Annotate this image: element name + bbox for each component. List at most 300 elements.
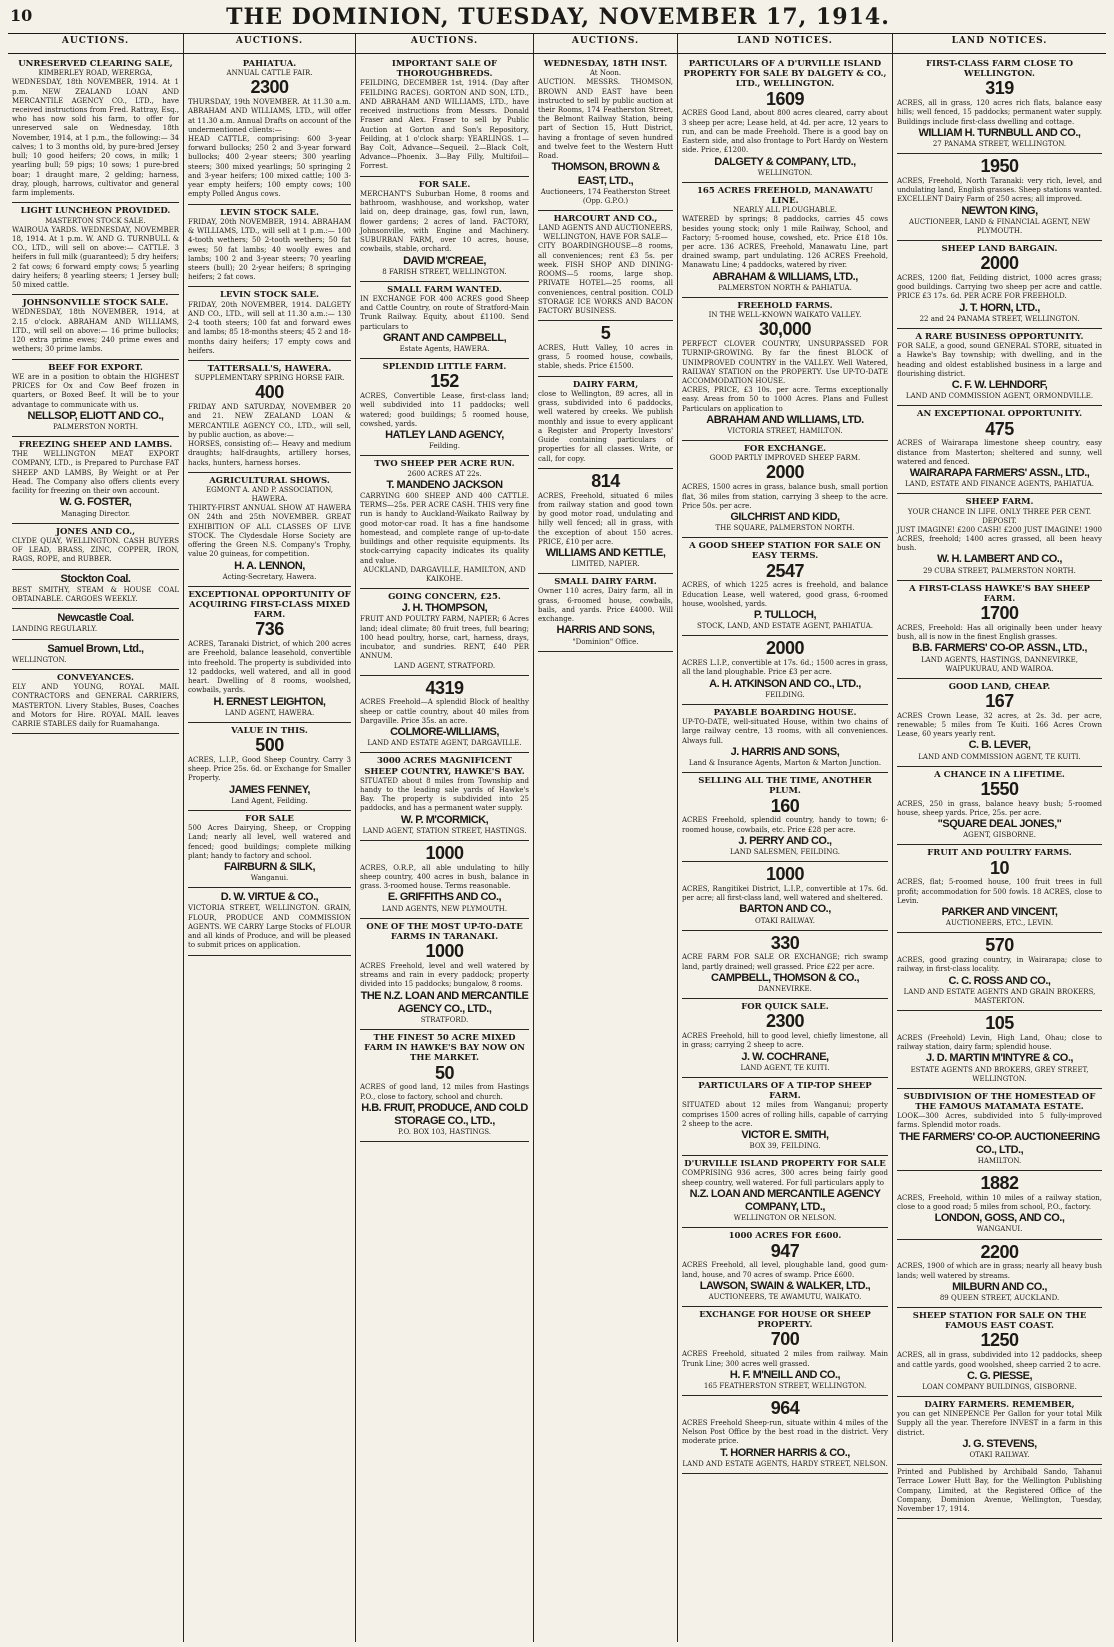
ad-body-text: ACRES, Freehold: Has all originally been under heavy bush, all is now in the finest English grasses. [897, 623, 1102, 642]
ad-display-line: D. W. VIRTUE & CO., [220, 891, 319, 904]
advertisement [12, 640, 179, 670]
ad-heading: PAHIATUA. [242, 59, 297, 69]
ad-body-text: ACRES, all in grass, 120 acres rich flats, balance easy hills; well fenced, 15 paddocks; permanent water supply. Buildings include first-class dwelling and cottage. [897, 99, 1102, 126]
advertiser-name: DALGETY & COMPANY, LTD., [714, 155, 856, 168]
advertiser-address: THE SQUARE, PALMERSTON NORTH. [715, 524, 855, 533]
ad-display-line: 105 [985, 1013, 1014, 1034]
ad-subheading: MASTERTON STOCK SALE. [45, 216, 146, 225]
advertiser-address: AUCTIONEER, LAND & FINANCIAL AGENT, NEW PLYMOUTH. [908, 217, 1091, 235]
advertiser-name: H. A. LENNON, [234, 559, 305, 572]
masthead [10, 4, 1106, 32]
ad-heading: AN EXCEPTIONAL OPPORTUNITY. [916, 409, 1083, 420]
ad-heading: SPLENDID LITTLE FARM. [382, 362, 507, 373]
advertiser-address: STRATFORD. [420, 1016, 469, 1025]
ad-heading: SHEEP STATION FOR SALE ON THE FAMOUS EAST COAST. [912, 1311, 1087, 1332]
advertiser-address: 165 FEATHERSTON STREET, WELLINGTON. [703, 1381, 867, 1390]
ad-heading: D'URVILLE ISLAND PROPERTY FOR SALE [684, 1159, 886, 1170]
advertisement [897, 406, 1102, 494]
ad-display-line: 152 [430, 371, 459, 392]
advertisement [538, 574, 673, 651]
advertiser-address: WELLINGTON OR NELSON. [733, 1214, 837, 1223]
ad-body-text: ACRES, flat; 5-roomed house, 100 fruit trees in full profit; accommodation for 500 fowls. 18 ACRES, close to Levin. [897, 878, 1102, 905]
ad-body-text: FEILDING, DECEMBER 1st, 1914. (Day after FEILDING RACES). GORTON AND SON, LTD., AND ABRAHAM AND WILLIAMS, LTD., have received instructions from Messrs. Donald Fraser and Alex. Fraser to sell by Public Auction at Gorton and Son's Repository, Feilding, at 1 o'clock sharp: YEARLINGS. 1—Bay Colt, Advance—Sequeil. 2—Black Colt, Advance—Phoenix. 3—Bay Filly, Multifoil—Forrest. [360, 79, 529, 171]
advertisement [360, 1030, 529, 1142]
ad-heading: SUBDIVISION OF THE HOMESTEAD OF THE FAMOUS MATAMATA ESTATE. [903, 1091, 1096, 1112]
advertiser-address: Auctioneers, 174 Featherston Street (Opp. G.P.O.) [540, 187, 671, 205]
ad-body-text: WEDNESDAY, 18th NOVEMBER, 1914, at 2.15 o'clock. ABRAHAM AND WILLIAMS, LTD., will sell on above:— 16 prime bullocks; 120 extra prime ewes; 240 prime ewes and wethers; 30 prime lambs. [12, 308, 179, 354]
advertisement [897, 56, 1102, 154]
ad-heading: TATTERSALL'S, HAWERA. [207, 364, 332, 375]
advertiser-name: BARTON AND CO., [739, 903, 831, 916]
ad-body-text: AUCTION. MESSRS. THOMSON, BROWN AND EAST have been instructed to sell by public auction at their Rooms, 174 Featherston Street, the Belmont Railway Station, being part of Section 15, Hutt District, having a frontage of seven hundred and twelve feet to the Western Hutt Road. [538, 78, 673, 161]
advertiser-name: J. T. HORN, LTD., [959, 301, 1040, 314]
column-auctions-3 [356, 56, 533, 1642]
advertisement [897, 329, 1102, 406]
ad-body-text: CITY BOARDINGHOUSE—8 rooms, all conveniences; rent £3 5s. per week. FISH SHOP AND DINING-ROOMS—5 rooms, large shop. PRIVATE HOTEL—25 rooms, all conveniences, central position. COLD STORAGE ICE WORKS AND BACON FACTORY BUSINESS. [538, 242, 673, 315]
ad-body-text: ACRES, Rangitikei District, L.I.P., convertible at 17s. 6d. per acre; all first-class land, well watered and sheltered. [682, 884, 888, 903]
ad-heading: FOR EXCHANGE. [743, 444, 827, 455]
ad-body-text: WELLINGTON. [12, 655, 67, 664]
advertiser-address: Acting-Secretary, Hawera. [222, 572, 317, 581]
ad-display-line: T. MANDENO JACKSON [386, 478, 503, 491]
ad-body-text: ACRES Good Land, about 800 acres cleared, carry about 3 sheep per acre; Lease held, at 4d. per acre, 12 years to run, and can be made Freehold. There is a good bay on Eastern side, and also frontage to Port Hardy on Western side. Price, £1200. [682, 109, 888, 155]
ad-body-text: close to Wellington, 89 acres, all in grass, subdivided into 6 paddocks, well watered by creeks. We publish monthly and issue to every applicant a Register and Property Investors' Guide containing particulars of properties for all classes. Write, or call, for copy. [538, 389, 673, 463]
ad-display-line: 570 [985, 935, 1014, 956]
ad-subheading: 2600 ACRES AT 22s. [407, 469, 482, 478]
ad-subheading: EGMONT A. AND P. ASSOCIATION, HAWERA. [205, 485, 334, 504]
ad-display-line: 1950 [980, 156, 1019, 177]
advertisement [897, 581, 1102, 679]
ad-display-line: 2000 [765, 638, 805, 659]
advertiser-address: DANNEVIRKE. [758, 985, 812, 994]
advertisement [897, 154, 1102, 241]
advertiser-address: LAND, ESTATE AND FINANCE AGENTS, PAHIATUA. [905, 480, 1094, 489]
ad-body-text: CARRYING 600 SHEEP AND 400 CATTLE. TERMS—25s. PER ACRE CASH. THIS very fine run is handy to Auckland-Waikato Railway by good motor-car road. It has a fine handsome homestead, and complete range of up-to-date buildings and other requisite equipments. Its stock-carrying capacity indicates its quality and value. [360, 491, 529, 565]
advertiser-name: C. F. W. LEHNDORF, [951, 379, 1048, 392]
advertisement [188, 811, 351, 888]
ad-body-text: IN EXCHANGE FOR 400 ACRES good Sheep and Cattle Country, on route of Stratford-Main Trunk Railway. Equity, about £1100. Send particulars to [360, 295, 529, 331]
ad-display-line: 1882 [980, 1173, 1019, 1194]
ad-display-line: 2547 [765, 560, 805, 581]
advertiser-name: HARRIS AND SONS, [556, 624, 655, 637]
ad-body-text: BEST SMITHY, STEAM & HOUSE COAL OBTAINABLE. CARGOES WEEKLY. [12, 585, 179, 603]
ad-heading: LEVIN STOCK SALE. [220, 207, 319, 218]
column-header: LAND NOTICES. [737, 36, 833, 46]
ad-body-text: ACRES (Freehold) Levin, High Land, Ohau; close to railway station, dairy farm; splendid house. [897, 1033, 1102, 1052]
ad-subheading: YOUR CHANCE IN LIFE. ONLY THREE PER CENT. DEPOSIT. [907, 507, 1092, 525]
advertiser-address: LAND SALESMEN, FEILDING. [730, 847, 840, 856]
advertiser-address: LIMITED, NAPIER. [571, 560, 640, 569]
advertiser-name: J. W. COCHRANE, [741, 1050, 829, 1063]
advertiser-address: 89 QUEEN STREET, AUCKLAND. [939, 1294, 1060, 1303]
ad-body-text: WAIROUA YARDS. WEDNESDAY, NOVEMBER 18, 1914. At 1 p.m. W. AND G. TURNBULL & CO., LTD., will sell on above:— CATTLE. 3 heifers in full milk (guaranteed); 5 dry heifers; 2 fat cows; 6 forward empty cows; 5 yearling dairy heifers; 8 yearling steers; 1 Jersey bull; 50 mixed cattle. [12, 225, 179, 290]
ad-heading: A FIRST-CLASS HAWKE'S BAY SHEEP FARM. [909, 583, 1090, 604]
advertisement [682, 1228, 888, 1307]
ad-body-text: ACRES Freehold, situated 2 miles from railway. Main Trunk Line; 300 acres well grassed. [682, 1350, 888, 1368]
advertisement [682, 1396, 888, 1474]
advertiser-address: WANGANUI. [976, 1225, 1023, 1234]
advertisement [188, 723, 351, 811]
ad-body-text: ACRES Freehold, all level, ploughable land, good gum-land, house, and 70 acres of swamp. Price £600. [682, 1261, 888, 1279]
advertisement [897, 1397, 1102, 1465]
ad-heading: DAIRY FARM, [572, 379, 639, 390]
advertiser-name: NELLSOP, ELIOTT AND CO., [27, 409, 164, 422]
advertisement [12, 203, 179, 295]
advertiser-name: GILCHRIST AND KIDD, [730, 510, 840, 523]
ad-body-text: FRUIT AND POULTRY FARM, NAPIER; 6 Acres land; ideal climate; 80 fruit trees, full bearing; 100 head poultry, horse, cart, harness, drays, incubator, and sundries. RENT, £40 PER ANNUM. [360, 615, 529, 661]
advertisement [682, 538, 888, 636]
ad-heading: CONVEYANCES. [57, 673, 134, 684]
advertiser-address: OTAKI RAILWAY. [969, 1451, 1030, 1460]
ad-body-text: WE are in a position to obtain the HIGHEST PRICES for Ox and Cow Beef frozen in quarters, or Boxed Beef. It will be to your advantage to communicate with us. [12, 372, 179, 409]
ad-heading: SELLING ALL THE TIME, ANOTHER PLUM. [698, 776, 872, 797]
advertisement [12, 609, 179, 639]
advertisement [682, 931, 888, 1000]
advertiser-address: AUCTIONEERS, ETC., LEVIN. [945, 919, 1054, 928]
ad-heading: GOOD LAND, CHEAP. [948, 681, 1051, 692]
ad-body-text: ACRES, PRICE, £3 10s. per acre. Terms exceptionally easy. Areas from 50 to 1000 Acres. Plans and Fullest Particulars on application to [682, 386, 888, 413]
ad-display-line: 1250 [980, 1330, 1019, 1351]
advertisement [682, 1156, 888, 1228]
ad-body-text: ACRES, 250 in grass, balance heavy bush; 5-roomed house, sheep yards. Price, 25s. per acre. [897, 799, 1102, 817]
advertisement [897, 494, 1102, 580]
ad-display-line: 2000 [980, 253, 1019, 274]
advertiser-name: N.Z. LOAN AND MERCANTILE AGENCY COMPANY, LTD., [689, 1187, 881, 1214]
ad-heading: HARCOURT AND CO., [553, 213, 658, 224]
ad-body-text: Owner 110 acres, Dairy farm, all in grass, 6-roomed house, cowbails, bails, and yards. Price £4000. Will exchange. [538, 587, 673, 624]
ad-body-text: THIRTY-FIRST ANNUAL SHOW AT HAWERA ON 24th and 25th NOVEMBER. GREAT EXHIBITION OF ALL CLASSES OF LIVE STOCK. The Clydesdale Horse Society are offering the Green N.S. Company's Trophy, value 20 guineas, for competition. [188, 504, 351, 559]
ad-heading: PAYABLE BOARDING HOUSE. [713, 707, 857, 718]
ad-display-line: 1609 [765, 88, 805, 109]
ad-heading: 3000 ACRES MAGNIFICENT SHEEP COUNTRY, HAWKE'S BAY. [364, 756, 525, 777]
column-land-notices-1 [678, 56, 892, 1642]
ad-display-line: 475 [985, 418, 1014, 439]
advertiser-name: WAIRARAPA FARMERS' ASSN., LTD., [909, 467, 1090, 480]
ad-heading: A RARE BUSINESS OPPORTUNITY. [915, 332, 1084, 342]
ad-subheading: ANNUAL CATTLE FAIR. [226, 69, 313, 78]
ad-body-text: ACRES, Hutt Valley, 10 acres in grass, 5 roomed house, cowbails, stable, sheds. Price £1500. [538, 344, 673, 371]
advertisement [360, 177, 529, 282]
page-number: 10 [10, 6, 33, 25]
advertiser-name: E. GRIFFITHS AND CO., [387, 891, 502, 904]
advertiser-name: H. ERNEST LEIGHTON, [213, 695, 326, 708]
advertiser-address: LAND AGENTS, NEW PLYMOUTH. [381, 904, 508, 913]
advertisement [897, 679, 1102, 767]
advertisement [12, 670, 179, 734]
advertisement [897, 767, 1102, 846]
advertiser-name: HATLEY LAND AGENCY, [385, 429, 504, 442]
ad-body-text: ACRES Freehold, splendid country, handy to town; 6-roomed house, cowbails, etc. Price £28 per acre. [682, 816, 888, 834]
advertiser-name: DAVID M'CREAE, [403, 254, 486, 267]
column-land-notices-2 [893, 56, 1106, 1642]
column-auctions-2 [184, 56, 355, 1642]
ad-heading: FIRST-CLASS FARM CLOSE TO WELLINGTON. [925, 59, 1074, 80]
advertiser-address: P.O. BOX 103, HASTINGS. [397, 1128, 492, 1137]
advertiser-address: Land Agent, Feilding. [231, 796, 308, 805]
advertisement [360, 359, 529, 456]
ad-body-text: SITUATED about 12 miles from Wanganui; property comprises 1500 acres of rolling hills, capable of carrying 2 sheep to the acre. [682, 1101, 888, 1128]
ad-heading: GOING CONCERN, £25. [388, 591, 501, 602]
advertiser-name: H. F. M'NEILL AND CO., [729, 1368, 841, 1381]
advertiser-name: NEWTON KING, [961, 204, 1038, 217]
ad-body-text: ACRES, L.I.P., Good Sheep Country. Carry 3 sheep. Price 25s. 6d. or Exchange for Smaller Property. [188, 755, 351, 783]
advertiser-name: W. H. LAMBERT AND CO., [937, 553, 1062, 566]
ad-heading: SHEEP LAND BARGAIN. [941, 244, 1058, 255]
ad-heading: FOR SALE. [418, 179, 471, 190]
ad-body-text: SITUATED about 8 miles from Township and handy to the leading sale yards of Hawke's Bay. The property is subdivided into 25 paddocks, and has a permanent water supply. [360, 776, 529, 813]
ad-display-line: Newcastle Coal. [57, 612, 134, 625]
ad-body-text: FRIDAY AND SATURDAY, NOVEMBER 20 and 21. NEW ZEALAND LOAN & MERCANTILE AGENCY CO., LTD., will sell, by public auction, as above:— [188, 403, 351, 439]
advertisement [12, 524, 179, 570]
ad-body-text: ACRES, all in grass, subdivided into 12 paddocks, sheep and cattle yards, good woolshed, sheep carried 2 to acre. [897, 1351, 1102, 1369]
advertisement [538, 321, 673, 377]
ad-body-text: MERCHANT'S Suburban Home, 8 rooms and bathroom, washhouse, and workshop, water laid on, deep drainage, gas, fowl run, lawn, flower gardens; 2 acres of land. FACTORY, Johnsonville, with Engine and Machinery. SUBURBAN FARM, over 10 acres, house, cowbails, stable, orchard. [360, 189, 529, 254]
ad-display-line: J. H. THOMPSON, [401, 602, 488, 615]
advertisement [360, 676, 529, 754]
advertiser-address: WELLINGTON. [757, 168, 813, 177]
advertisement [188, 205, 351, 288]
advertiser-address: 27 PANAMA STREET, WELLINGTON. [932, 140, 1067, 149]
advertiser-address: 22 and 24 PANAMA STREET, WELLINGTON. [919, 314, 1080, 323]
advertisement [897, 1171, 1102, 1240]
advertisement [897, 933, 1102, 1011]
advertisement [360, 282, 529, 359]
advertiser-name: H.B. FRUIT, PRODUCE, AND COLD STORAGE CO., LTD., [361, 1101, 528, 1128]
ad-body-text: WEDNESDAY, 18th NOVEMBER, 1914. At 1 p.m. NEW ZEALAND LOAN AND MERCANTILE AGENCY CO., LTD., have received instructions from Fred. Rattray, Esq., who has now sold his farm, to offer for unreserved sale on Wednesday, 18th November, 1914, at 1 p.m., the following:— 34 calves; 1 to 3 months old, by pure-bred Jersey bull; 10 good heifers; 20 cows, in milk; 1 yearling bull; 59 pigs; 10 sows; 1 pure-bred boar; 1 draught mare, 2 gelding; harness, dray, plough, harrows, cultivator and general farm implements. [12, 78, 179, 198]
advertiser-address: LAND AND ESTATE AGENTS, HARDY STREET, NELSON. [682, 1459, 888, 1468]
ad-display-line: 1550 [980, 778, 1019, 799]
advertiser-name: P. TULLOCH, [753, 609, 817, 622]
advertiser-address: Land & Insurance Agents, Marton & Marton Junction. [688, 759, 882, 768]
ad-display-line: 2000 [765, 462, 805, 483]
advertiser-address: LAND AND COMMISSION AGENT, TE KUITI. [918, 752, 1081, 761]
ad-display-line: 2200 [980, 1241, 1019, 1262]
ad-display-line: 700 [770, 1329, 800, 1350]
ad-heading: JOHNSONVILLE STOCK SALE. [22, 298, 169, 309]
advertiser-name: GRANT AND CAMPBELL, [382, 331, 507, 344]
advertiser-name: "SQUARE DEAL JONES," [937, 818, 1062, 831]
advertiser-address: Estate Agents, HAWERA. [399, 345, 490, 354]
column-header: LAND NOTICES. [951, 36, 1048, 46]
advertiser-name: J. HARRIS AND SONS, [730, 745, 840, 758]
ad-body-text: ACRES, 1200 flat, Feilding district, 1000 acres grass; good buildings. Carrying two sheep per acre and cattle. PRICE £3 17s. 6d. PER ACRE FOR FREEHOLD. [897, 274, 1102, 301]
ad-heading: A CHANCE IN A LIFETIME. [934, 769, 1065, 780]
ad-body-text: you can get NINEPENCE Per Gallon for your total Milk Supply all the year. Therefore INVEST in a farm in this district. [897, 1410, 1102, 1437]
ad-display-line: 400 [255, 382, 284, 403]
advertiser-address: LOAN COMPANY BUILDINGS, GISBORNE. [922, 1382, 1077, 1391]
ad-heading: FOR QUICK SALE. [741, 1002, 829, 1013]
ad-body-text: ACRE FARM FOR SALE OR EXCHANGE; rich swamp land, partly drained; well grassed. Price £22 per acre. [682, 953, 888, 971]
advertisement [188, 287, 351, 361]
advertiser-address: VICTORIA STREET, HAMILTON. [727, 427, 843, 436]
advertisement [12, 360, 179, 437]
ad-subheading: SUPPLEMENTARY SPRING HORSE FAIR. [194, 374, 345, 383]
advertiser-address: ESTATE AGENTS AND BROKERS, GREY STREET, WELLINGTON. [910, 1065, 1089, 1083]
advertisement [12, 295, 179, 359]
advertisement [12, 570, 179, 610]
advertisement [897, 1240, 1102, 1309]
advertiser-name: CAMPBELL, THOMSON & CO., [710, 971, 860, 984]
advertisement [538, 377, 673, 469]
ad-body-text: FRIDAY, 20th NOVEMBER, 1914. ABRAHAM & WILLIAMS, LTD., will sell at 1 p.m.:— 100 4-tooth wethers; 50 2-tooth wethers; 50 fat ewes; 50 fat lambs; 40 woolly ewes and lambs; 100 2 and 3-year steers; 70 yearling steers (bull); 20 2-year heifers; 8 springing heifers; 2 fat cows. [188, 217, 351, 282]
advertisement [188, 888, 351, 955]
ad-body-text: ACRES Crown Lease, 32 acres, at 2s. 3d. per acre, renewable; 5 miles from Te Kuiti. 166 Acres Crown Lease, 60 years yearly rent. [897, 711, 1102, 739]
advertisement [360, 589, 529, 676]
ad-heading: PARTICULARS OF A TIP-TOP SHEEP FARM. [698, 1080, 872, 1102]
advertiser-address: LAND AGENT, TE KUITI. [740, 1063, 830, 1072]
advertiser-address: AGENT, GISBORNE. [963, 831, 1036, 840]
advertiser-address: STOCK, LAND, AND ESTATE AGENT, PAHIATUA. [696, 622, 874, 631]
ad-body-text: VICTORIA STREET, WELLINGTON. GRAIN, FLOUR, PRODUCE AND COMMISSION AGENTS. WE CARRY Large Stocks of FLOUR and all kinds of Produce, and will be pleased to submit prices on application. [188, 904, 351, 950]
ad-heading: THE FINEST 50 ACRE MIXED FARM IN HAWKE'S BAY NOW ON THE MARKET. [364, 1033, 525, 1064]
ad-subheading: KIMBERLEY ROAD, WERERGA, [38, 69, 153, 78]
advertisement [188, 56, 351, 205]
advertisement [12, 437, 179, 524]
advertisement [538, 211, 673, 321]
advertiser-address: 8 FARISH STREET, WELLINGTON. [382, 267, 507, 276]
ad-display-line: 1000 [425, 842, 464, 863]
ad-heading: UNRESERVED CLEARING SALE, [18, 59, 173, 69]
ad-display-line: 814 [591, 470, 620, 491]
ad-body-text: HEAD CATTLE, comprising: 600 3-year forward bullocks; 250 2 and 3-year forward bullocks; 400 2-year steers; 300 yearling steers; 300 mixed yearlings; 50 springing 2 and 3-year heifers; 100 mixed cattle; 100 3-year empty heifers; 100 empty cows; 100 empty Polled Angus cows. [188, 135, 351, 199]
masthead-rule [8, 33, 1106, 34]
ad-display-line: 1700 [980, 603, 1019, 624]
ad-heading: LIGHT LUNCHEON PROVIDED. [20, 206, 171, 217]
ad-body-text: Printed and Published by Archibald Sando, Tahanui Terrace Lower Hutt Bay, for the Wellington Publishing Company, Limited, at the Registered Office of the Company, Dominion Avenue, Wellington, Tuesday, November 17, 1914. [897, 1468, 1102, 1514]
advertiser-address: OTAKI RAILWAY. [755, 916, 815, 925]
ad-body-text: ACRES of Wairarapa limestone sheep country, easy distance from Masterton; sheltered and sunny, well watered and fenced. [897, 439, 1102, 466]
ad-body-text: ACRES, Freehold, within 10 miles of a railway station, close to a good road; 5 miles from school, P.O., factory. [897, 1193, 1102, 1212]
ad-display-line: Stockton Coal. [60, 572, 131, 585]
ad-body-text: ACRES Freehold Sheep-run, situate within 4 miles of the Nelson Post Office by the best road in the district. Very moderate price. [682, 1418, 888, 1446]
advertisement [897, 845, 1102, 933]
ad-display-line: 2300 [250, 77, 289, 98]
advertiser-name: PARKER AND VINCENT, [941, 906, 1058, 919]
ad-display-line: 50 [434, 1062, 455, 1083]
ad-body-text: CLYDE QUAY, WELLINGTON. CASH BUYERS OF LEAD, BRASS, ZINC, COPPER, IRON, RAGS, ROPE, and RUBBER. [12, 536, 179, 564]
advertisement [538, 56, 673, 211]
advertisement [188, 473, 351, 587]
advertisement [897, 241, 1102, 329]
advertiser-name: C. B. LEVER, [968, 739, 1031, 752]
advertisement [897, 1465, 1102, 1519]
advertiser-name: LONDON, GOSS, AND CO., [934, 1212, 1065, 1225]
ad-body-text: ACRES, Freehold, situated 6 miles from railway station and good town by good motor road, undulating and hilly well fenced; all in grass, with the exception of about 150 acres. PRICE, £10 per acre. [538, 491, 673, 546]
advertiser-address: LAND AGENT, HAWERA. [224, 708, 315, 717]
ad-heading: PARTICULARS OF A D'URVILLE ISLAND PROPERTY FOR SALE BY DALGETY & CO., LTD., WELLINGTON. [683, 59, 887, 90]
advertiser-name: FAIRBURN & SILK, [224, 861, 315, 873]
ad-display-line: 5 [600, 323, 611, 344]
ad-body-text: LOOK—300 Acres, subdivided into 5 fully-improved farms. Splendid motor roads. [897, 1112, 1102, 1130]
advertisement [188, 587, 351, 723]
advertisement [682, 1307, 888, 1396]
header-rule [8, 53, 1106, 54]
ad-display-line: 947 [770, 1240, 800, 1261]
advertisement [682, 441, 888, 538]
advertiser-name: C. G. PIESSE, [966, 1369, 1033, 1382]
advertisement [360, 56, 529, 177]
advertiser-name: WILLIAM H. TURNBULL AND CO., [918, 126, 1081, 139]
column-auctions-4 [534, 56, 677, 1642]
advertiser-address: HAMILTON. [977, 1156, 1022, 1165]
ad-display-line: 736 [255, 619, 284, 640]
advertiser-name: THOMSON, BROWN & EAST, LTD., [551, 161, 660, 187]
advertiser-address: Wanganui. [250, 874, 289, 883]
ad-body-text: ACRES, Convertible Lease, first-class land; well subdivided into 11 paddocks; well watered; good buildings; 5 roomed house, cowshed, yards. [360, 392, 529, 428]
ad-heading: VALUE IN THIS. [231, 725, 308, 736]
ad-heading: BEEF FOR EXPORT. [48, 362, 143, 373]
advertiser-address: LAND AND ESTATE AGENTS AND GRAIN BROKERS, MASTERTON. [903, 987, 1096, 1005]
column-header: AUCTIONS. [235, 36, 304, 46]
advertiser-name: JAMES FENNEY, [229, 783, 310, 796]
ad-body-text: FRIDAY, 20th NOVEMBER, 1914. DALGETY AND CO., LTD., will sell at 11.30 a.m.:— 130 2-4 tooth steers; 100 fat and forward ewes and lambs; 85 18-months steers; 45 2 and 18-months dairy heifers; 17 empty cows and heifers. [188, 300, 351, 355]
newspaper-title: THE DOMINION, TUESDAY, NOVEMBER 17, 1914. [226, 4, 890, 30]
column-auctions-1 [8, 56, 183, 1642]
ad-body-text: ACRES, Taranaki District, of which 200 acres are Freehold, balance leasehold, convertible into freehold. The property is subdivided into 12 paddocks, well watered, and all in good heart. Dwelling of 8 rooms, woolshed, cowbails, yards. [188, 640, 351, 695]
advertiser-name: C. C. ROSS AND CO., [948, 974, 1051, 987]
ad-body-text: 500 Acres Dairying, Sheep, or Cropping Land; nearly all level, well watered and fenced; good buildings; complete milking plant; handy to factory and school. [188, 824, 351, 860]
ad-body-text: ACRES Freehold, level and well watered by streams and rain in every paddock; property divided into 15 paddocks; bungalow, 8 rooms. [360, 961, 529, 989]
advertisement [682, 636, 888, 705]
ad-body-text: ACRES Freehold, hill to good level, chiefly limestone, all in grass; carrying 2 sheep to acre. [682, 1032, 888, 1050]
advertiser-address: "Dominion" Office. [572, 637, 639, 646]
ad-heading: AGRICULTURAL SHOWS. [209, 475, 330, 486]
ad-subheading: LAND AGENTS AND AUCTIONEERS, WELLINGTON, HAVE FOR SALE— [538, 224, 673, 242]
ad-body-text: THURSDAY, 19th NOVEMBER. At 11.30 a.m. ABRAHAM AND WILLIAMS, LTD., will offer at 11.30 a.m. Annual Drafts on account of the undermentioned clients:— [188, 98, 351, 134]
ad-display-line: 2300 [765, 1011, 805, 1032]
ad-display-line: 167 [985, 690, 1014, 711]
ad-body-text: WATERED by springs; 8 paddocks, carries 45 cows besides young stock; only 1 mile Railway, School, and Factory; 5-roomed house, cowshed, etc. Price £18 10s. per acre. 136 ACRES, Freehold, Manawatu Line, part drained swamp, part undulating. 126 ACRES Freehold, Manawatu Line; 4 paddocks, watered by river. [682, 215, 888, 270]
advertisement [682, 183, 888, 298]
advertisement [682, 773, 888, 862]
advertiser-address: 29 CUBA STREET, PALMERSTON NORTH. [923, 566, 1076, 575]
ad-heading: 165 ACRES FREEHOLD, MANAWATU LINE. [697, 185, 873, 206]
ad-body-text: JUST IMAGINE! £200 CASH! £200 JUST IMAGINE! 1900 ACRES, freehold; 1400 acres grassed, all been heavy bush. [897, 525, 1102, 553]
ad-heading: FREEZING SHEEP AND LAMBS. [18, 440, 173, 451]
advertiser-name: ABRAHAM AND WILLIAMS, LTD. [706, 413, 864, 426]
ad-body-text: PERFECT CLOVER COUNTRY, UNSURPASSED FOR TURNIP-GROWING. By far the finest BLOCK of UNIMPROVED COUNTRY in the VALLEY. Well Watered, RAILWAY STATION on the PROPERTY. Use UP-TO-DATE ACCOMMODATION HOUSE. [682, 340, 888, 385]
ad-heading: DAIRY FARMERS. REMEMBER, [924, 1400, 1075, 1411]
advertiser-address: Feilding. [428, 442, 461, 451]
advertiser-address: PALMERSTON NORTH. [53, 422, 138, 431]
ad-display-line: 1000 [765, 864, 805, 885]
ad-heading: ONE OF THE MOST UP-TO-DATE FARMS IN TARANAKI. [366, 921, 523, 942]
advertiser-address: PALMERSTON NORTH & PAHIATUA. [718, 283, 852, 292]
ad-subheading: GOOD PARTLY IMPROVED SHEEP FARM. [709, 454, 861, 463]
ad-heading: IMPORTANT SALE OF THOROUGHBREDS. [391, 59, 498, 80]
column-header: AUCTIONS. [571, 36, 640, 46]
advertiser-name: J. PERRY AND CO., [738, 834, 832, 847]
ad-display-line: 160 [770, 795, 800, 816]
advertiser-address: LAND AND ESTATE AGENT, DARGAVILLE. [367, 739, 522, 748]
ad-body-text: ACRES, good grazing country, in Wairarapa; close to railway, in first-class locality. [897, 956, 1102, 974]
ad-body-text: LANDING REGULARLY. [12, 625, 98, 634]
advertiser-name: J. G. STEVENS, [962, 1437, 1037, 1450]
column-header: AUCTIONS. [61, 36, 130, 46]
ad-heading: JONES AND CO., [55, 526, 136, 537]
advertisement [12, 56, 179, 203]
ad-body-text: ACRES, Freehold, North Taranaki: very rich, level, and undulating land, English grasses. Sheep stations wanted. EXCELLENT Dairy Farm of 250 acres; all improved. [897, 176, 1102, 204]
advertisement [538, 469, 673, 574]
column-header: AUCTIONS. [410, 36, 479, 46]
ad-display-line: 10 [989, 857, 1010, 878]
ad-subheading: IN THE WELL-KNOWN WAIKATO VALLEY. [708, 311, 862, 320]
ad-heading: EXCHANGE FOR HOUSE OR SHEEP PROPERTY. [699, 1310, 871, 1331]
advertisement [682, 705, 888, 773]
ad-display-line: 4319 [425, 677, 464, 698]
ad-body-text: ACRES, 1900 of which are in grass; nearly all heavy bush lands; well watered by streams. [897, 1262, 1102, 1280]
advertisement [897, 1089, 1102, 1171]
